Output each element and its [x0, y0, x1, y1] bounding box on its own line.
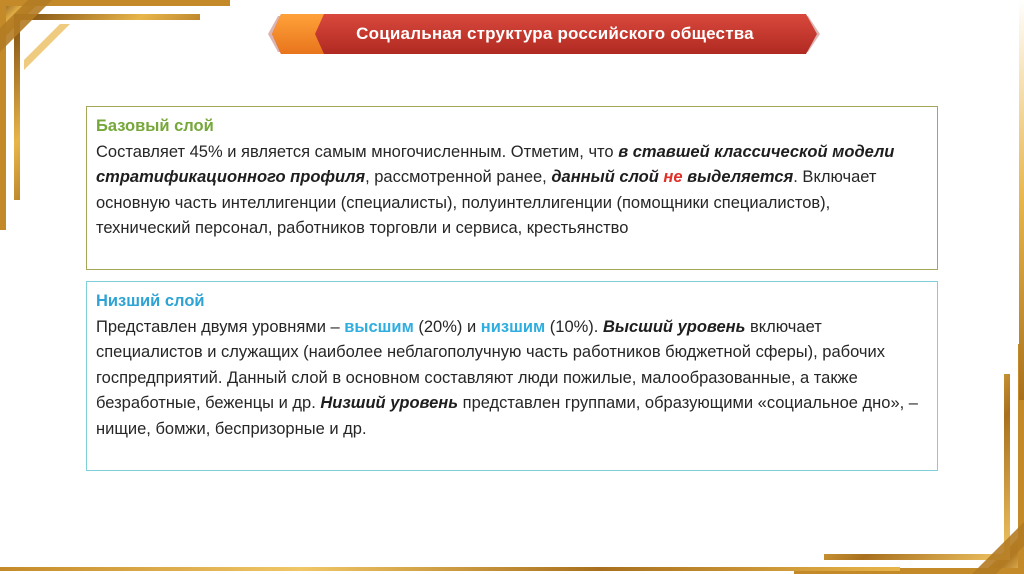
- highlight-lower: низшим: [480, 317, 546, 336]
- base-layer-emphasis: выделяется: [682, 168, 794, 187]
- highlight-higher: высшим: [344, 317, 414, 336]
- base-layer-text: [96, 140, 927, 242]
- lower-layer-text-part: включает специалистов и служащих (наиболее неблагополучную часть работников бюджетной сферы), рабочих госпредприятий. Данный слой в основном составляют люди пожилые, малообразованные, а также безработные, беженцы и др.: [96, 317, 885, 413]
- lower-layer-text-part: (10%).: [545, 317, 603, 336]
- title-banner: [268, 13, 820, 55]
- lower-layer-box: [86, 281, 938, 471]
- lower-layer-text-part: Представлен двумя уровнями –: [96, 317, 345, 336]
- base-layer-text-part: . Включает основную часть интеллигенции (специалисты), полуинтеллигенции (помощники специалистов), технический персонал, работников торговли и сервиса, крестьянство: [96, 168, 877, 238]
- base-layer-text-part: Составляет 45% и является самым многочисленным. Отметим, что: [96, 142, 619, 161]
- base-layer-emphasis: в ставшей классической модели стратификационного профиля: [96, 142, 895, 187]
- base-layer-heading: Базовый слой: [96, 117, 214, 135]
- lower-layer-heading: Низший слой: [96, 292, 205, 310]
- gold-right-line: [1019, 0, 1024, 400]
- lower-layer-text-part: (20%) и: [413, 317, 481, 336]
- lower-layer-emphasis: Низший уровень: [320, 394, 459, 413]
- base-layer-box: [86, 106, 938, 270]
- gold-bottom-line: [0, 567, 900, 571]
- base-layer-emphasis: данный слой: [551, 168, 664, 187]
- lower-layer-emphasis: Высший уровень: [602, 317, 746, 336]
- footer-credit: Хамидуллин Б.И._https://vk.com/ege_oge_obshestv: [435, 560, 589, 567]
- negation-word: не: [663, 168, 683, 187]
- base-layer-text-part: , рассмотренной ранее,: [365, 168, 552, 187]
- page-title: Социальная структура российского общества: [356, 24, 754, 43]
- lower-layer-text-part: представлен группами, образующими «социальное дно», – нищие, бомжи, беспризорные и др.: [96, 394, 918, 438]
- lower-layer-text: [96, 315, 927, 443]
